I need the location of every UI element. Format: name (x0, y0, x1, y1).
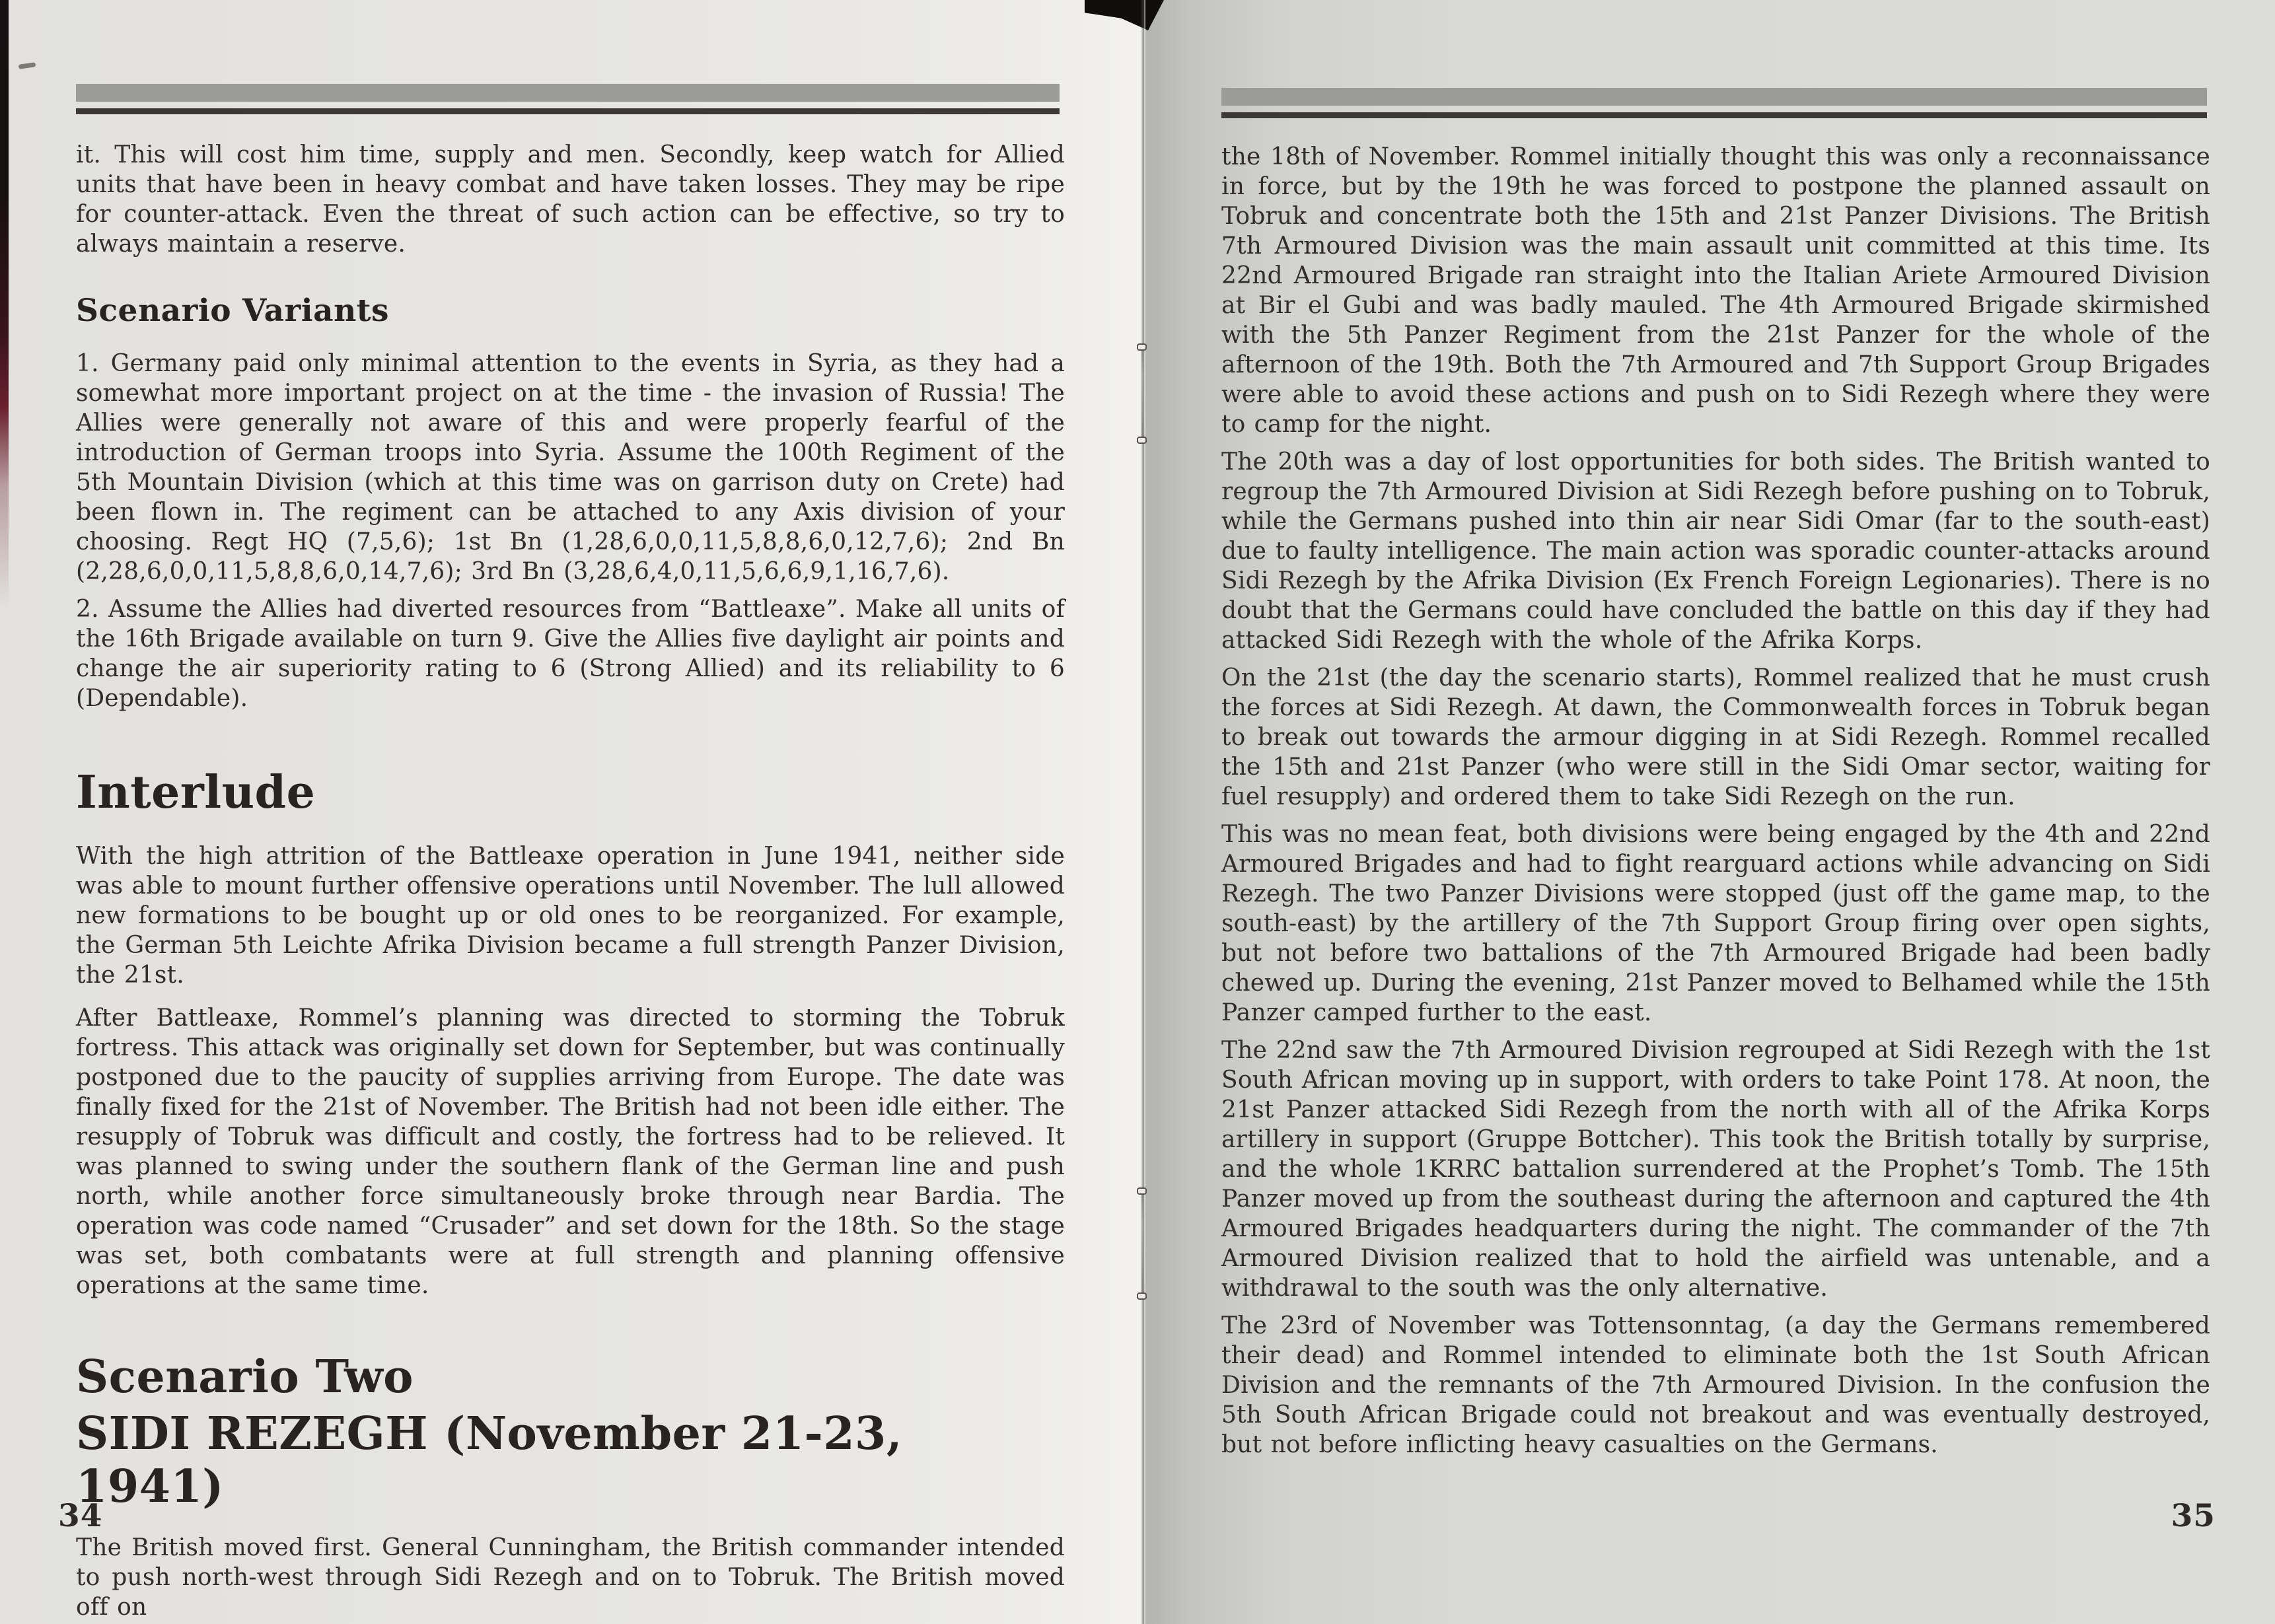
continuation-paragraph: it. This will cost him time, supply and men. Secondly, keep watch for Allied units that have been in heavy combat and have taken losses. They may be ripe for counter-attack. Even the threat of such action can be effective, so try to always maintain a reserve. (76, 141, 1065, 258)
interlude-paragraph-1: With the high attrition of the Battleaxe operation in June 1941, neither side was able to mount further offensive operations until November. The lull allowed new formations to be bought up or old ones to be reorganized. For example, the German 5th Leichte Afrika Division became a full strength Panzer Division, the 21st. (76, 843, 1065, 989)
staple-icon (1136, 1187, 1147, 1300)
page-number: 34 (58, 1498, 103, 1534)
page-number: 35 (2171, 1498, 2216, 1534)
ink-speck (18, 62, 36, 69)
history-paragraph: the 18th of November. Rommel initially thought this was only a reconnaissance in force, but by the 19th he was forced to postpone the planned assault on Tobruk and concentrate both the 15th and 21st Panzer Divisions. The British 7th Armoured Division was the main assault unit committed at this time. Its 22nd Armoured Brigade ran straight into the Italian Ariete Armoured Division at Bir el Gubi and was badly mauled. The 4th Armoured Brigade skirmished with the 5th Panzer Regiment from the 21st Panzer for the whole of the afternoon of the 19th. Both the 7th Armoured and 7th Support Group Brigades were able to avoid these actions and push on to Sidi Rezegh where they were to camp for the night. (1221, 143, 2210, 438)
header-rule (1221, 112, 2207, 118)
history-paragraph: The 23rd of November was Tottensonntag, (a day the Germans remembered their dead) and Rommel intended to eliminate both the 1st South African Division and the remnants of the 7th Armoured Division. In the confusion the 5th South African Brigade could not breakout and was eventually destroyed, but not before inflicting heavy casualties on the Germans. (1221, 1312, 2210, 1458)
header-rule (76, 108, 1060, 114)
staple-leg (1137, 1187, 1147, 1195)
scenario-two-intro-paragraph: The British moved first. General Cunningham, the British commander intended to push north-west through Sidi Rezegh and on to Tobruk. The British moved off on (76, 1534, 1065, 1621)
history-paragraph: This was no mean feat, both divisions were being engaged by the 4th and 22nd Armoured Brigades and had to fight rearguard actions while advancing on Sidi Rezegh. The two Panzer Divisions were stopped (just off the game map, to the south-east) by the artillery of the 7th Support Group firing over open sights, but not before two battalions of the 7th Armoured Brigade had been badly chewed up. During the evening, 21st Panzer moved to Belhamed while the 15th Panzer camped further to the east. (1221, 821, 2210, 1026)
staple-wire (1141, 349, 1143, 439)
interlude-heading: Interlude (76, 766, 316, 819)
scenario-two-subheading: SIDI REZEGH (November 21-23, 1941) (76, 1407, 903, 1513)
header-bar (76, 84, 1060, 102)
book-edge (0, 0, 9, 608)
history-paragraph: The 20th was a day of lost opportunities for both sides. The British wanted to regroup the 7th Armoured Division at Sidi Rezegh before pushing on to Tobruk, while the Germans pushed into thin air near Sidi Omar (far to the south-east) due to faulty intelligence. The main action was sporadic counter-attacks around Sidi Rezegh by the Afrika Division (Ex French Foreign Legionaries). There is no doubt that the Germans could have concluded the battle on this day if they had attacked Sidi Rezegh with the whole of the Afrika Korps. (1221, 448, 2210, 654)
scenario-two-heading: Scenario Two (76, 1351, 414, 1403)
scenario-variants-heading: Scenario Variants (76, 293, 389, 329)
staple-wire (1141, 1193, 1143, 1294)
staple-leg (1137, 343, 1147, 351)
variant-paragraph-2: 2. Assume the Allies had diverted resources from “Battleaxe”. Make all units of the 16th Brigade available on turn 9. Give the Allies five daylight air points and change the air superiority rating to 6 (Strong Allied) and its reliability to 6 (Dependable). (76, 596, 1065, 712)
right-page (1143, 0, 2275, 1624)
history-paragraph: On the 21st (the day the scenario starts), Rommel realized that he must crush the forces at Sidi Rezegh. At dawn, the Commonwealth forces in Tobruk began to break out towards the armour digging in at Sidi Rezegh. Rommel recalled the 15th and 21st Panzer (who were still in the Sidi Omar sector, waiting for fuel resupply) and ordered them to take Sidi Rezegh on the run. (1221, 664, 2210, 810)
staple-icon (1136, 343, 1147, 444)
interlude-paragraph-2: After Battleaxe, Rommel’s planning was directed to storming the Tobruk fortress. This attack was originally set down for September, but was continually postponed due to the paucity of supplies arriving from Europe. The date was finally fixed for the 21st of November. The British had not been idle either. The resupply of Tobruk was difficult and costly, the fortress had to be relieved. It was planned to swing under the southern flank of the German line and push north, while another force simultaneously broke through near Bardia. The operation was code named “Crusader” and set down for the 18th. So the stage was set, both combatants were at full strength and planning offensive operations at the same time. (76, 1005, 1065, 1299)
history-paragraph: The 22nd saw the 7th Armoured Division regrouped at Sidi Rezegh with the 1st South African moving up in support, with orders to take Point 178. At noon, the 21st Panzer attacked Sidi Rezegh from the north with all of the Afrika Korps artillery in support (Gruppe Bottcher). This took the British totally by surprise, and the whole 1KRRC battalion surrendered at the Prophet’s Tomb. The 15th Panzer moved up from the southeast during the afternoon and captured the 4th Armoured Brigades headquarters during the night. The commander of the 7th Armoured Division realized that to hold the airfield was untenable, and a withdrawal to the south was the only alternative. (1221, 1037, 2210, 1302)
book-gutter (1141, 0, 1146, 1624)
staple-leg (1137, 437, 1147, 444)
staple-leg (1137, 1292, 1147, 1300)
header-bar (1221, 88, 2207, 106)
variant-paragraph-1: 1. Germany paid only minimal attention to the events in Syria, as they had a somewhat more important project on at the time - the invasion of Russia! The Allies were generally not aware of this and were properly fearful of the introduction of German troops into Syria. Assume the 100th Regiment of the 5th Mountain Division (which at this time was on garrison duty on Crete) had been flown in. The regiment can be attached to any Axis division of your choosing. Regt HQ (7,5,6); 1st Bn (1,28,6,0,0,11,5,8,8,6,0,12,7,6); 2nd Bn (2,28,6,0,0,11,5,8,8,6,0,14,7,6); 3rd Bn (3,28,6,4,0,11,5,6,6,9,1,16,7,6). (76, 350, 1065, 585)
